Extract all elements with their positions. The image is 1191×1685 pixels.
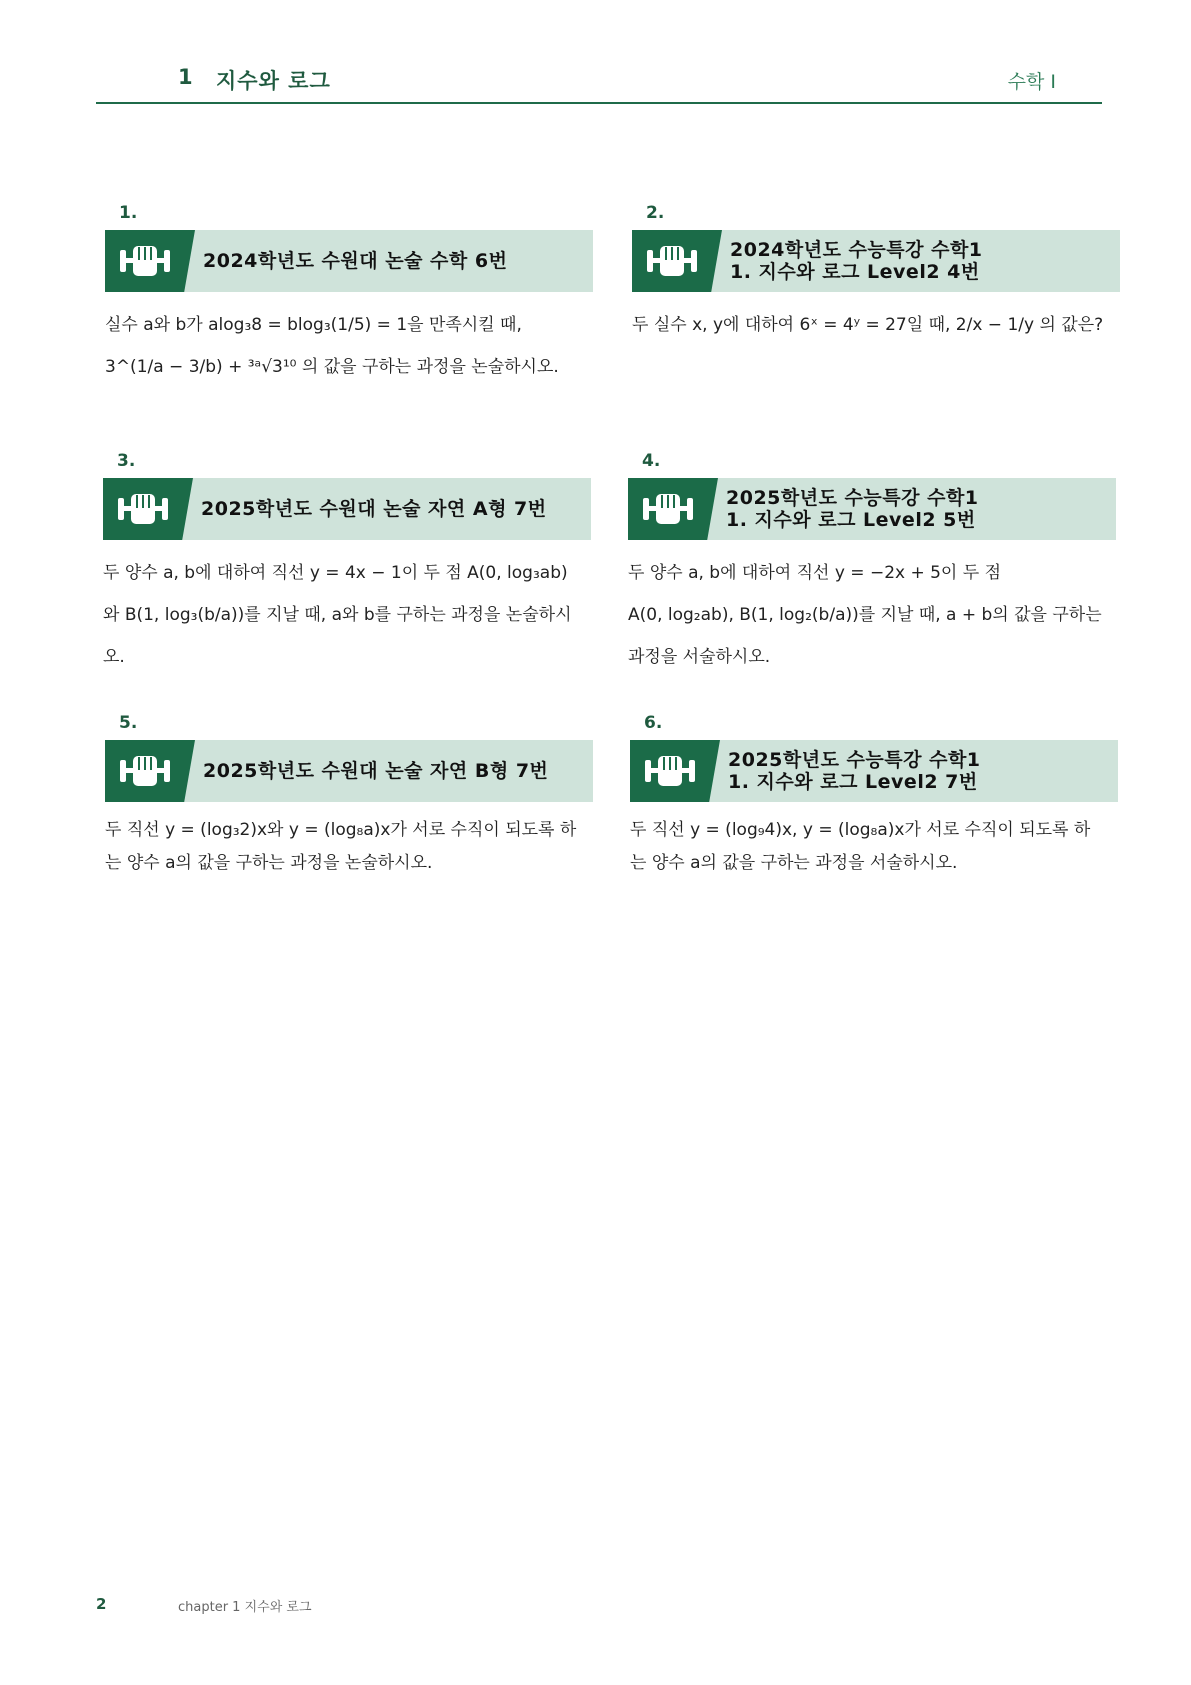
subject-label: 수학 I [1007, 71, 1056, 93]
problem-text-line: A(0, log₂ab), B(1, log₂(b/a))를 지날 때, a + b의 값을 구하는 [628, 605, 1102, 625]
problem-text-line: 두 양수 a, b에 대하여 직선 y = −2x + 5이 두 점 [628, 563, 1002, 583]
problem-text-line: 오. [103, 647, 125, 667]
problem-3 [103, 451, 591, 678]
problem-text [632, 304, 1120, 346]
banner-icon-bg [628, 478, 718, 540]
problem-2 [632, 203, 1120, 346]
problem-text [105, 304, 593, 388]
problem-text-line: 두 직선 y = (log₉4)x, y = (log₈a)x가 서로 수직이 되도록 하 [630, 820, 1091, 840]
title-line: 1. 지수와 로그 Level2 5번 [726, 509, 976, 531]
problem-4 [628, 451, 1116, 678]
problem-text [103, 552, 591, 678]
problem-banner [103, 478, 591, 540]
problem-6 [630, 713, 1118, 880]
problem-text-line: 와 B(1, log₃(b/a))를 지날 때, a와 b를 구하는 과정을 논술하시 [103, 605, 572, 625]
page-number: 2 [96, 1595, 107, 1613]
chapter-number: 1 [178, 65, 193, 89]
chapter-title: 지수와 로그 [216, 69, 331, 93]
problem-text [628, 552, 1116, 678]
problem-text-line: 두 실수 x, y에 대하여 6ˣ = 4ʸ = 27일 때, 2/x − 1/y 의 값은? [632, 315, 1104, 335]
problem-number: 2. [646, 203, 665, 223]
title-line: 2024학년도 수원대 논술 수학 6번 [203, 250, 508, 272]
problem-source-title [203, 230, 585, 292]
dumbbell-fist-icon [643, 748, 697, 794]
problem-banner [105, 740, 593, 802]
problem-5 [105, 713, 593, 880]
problem-banner [632, 230, 1120, 292]
footer-chapter-label: chapter 1 지수와 로그 [178, 1600, 312, 1615]
dumbbell-fist-icon [641, 486, 695, 532]
banner-icon-bg [632, 230, 722, 292]
title-line: 2025학년도 수능특강 수학1 [726, 487, 979, 509]
problem-source-title [730, 230, 1112, 292]
problem-text-line: 두 양수 a, b에 대하여 직선 y = 4x − 1이 두 점 A(0, log₃ab) [103, 563, 568, 583]
page-header [96, 60, 1102, 104]
title-line: 2025학년도 수능특강 수학1 [728, 749, 981, 771]
banner-icon-bg [105, 740, 195, 802]
banner-icon-bg [103, 478, 193, 540]
title-line: 1. 지수와 로그 Level2 4번 [730, 261, 980, 283]
problem-text [630, 814, 1118, 880]
problem-number: 4. [642, 451, 661, 471]
problem-banner [628, 478, 1116, 540]
problem-text-line: 는 양수 a의 값을 구하는 과정을 논술하시오. [105, 853, 433, 873]
banner-icon-bg [105, 230, 195, 292]
problem-text-line: 과정을 서술하시오. [628, 647, 771, 667]
dumbbell-fist-icon [118, 748, 172, 794]
dumbbell-fist-icon [118, 238, 172, 284]
problem-number: 1. [119, 203, 138, 223]
problem-banner [630, 740, 1118, 802]
banner-icon-bg [630, 740, 720, 802]
title-line: 2024학년도 수능특강 수학1 [730, 239, 983, 261]
problem-text-line: 3^(1/a − 3/b) + ³ᵃ√3¹⁰ 의 값을 구하는 과정을 논술하시오. [105, 357, 559, 377]
problem-source-title [726, 478, 1108, 540]
problem-source-title [728, 740, 1110, 802]
problem-banner [105, 230, 593, 292]
problem-text-line: 두 직선 y = (log₃2)x와 y = (log₈a)x가 서로 수직이 되도록 하 [105, 820, 577, 840]
dumbbell-fist-icon [116, 486, 170, 532]
dumbbell-fist-icon [645, 238, 699, 284]
problem-text-line: 는 양수 a의 값을 구하는 과정을 서술하시오. [630, 853, 958, 873]
title-line: 1. 지수와 로그 Level2 7번 [728, 771, 978, 793]
title-line: 2025학년도 수원대 논술 자연 B형 7번 [203, 760, 549, 782]
problem-1 [105, 203, 593, 388]
problem-number: 3. [117, 451, 136, 471]
problem-source-title [201, 478, 583, 540]
title-line: 2025학년도 수원대 논술 자연 A형 7번 [201, 498, 547, 520]
problem-text [105, 814, 593, 880]
problem-number: 6. [644, 713, 663, 733]
problem-text-line: 실수 a와 b가 alog₃8 = blog₃(1/5) = 1을 만족시킬 때, [105, 315, 522, 335]
problem-source-title [203, 740, 585, 802]
problem-number: 5. [119, 713, 138, 733]
